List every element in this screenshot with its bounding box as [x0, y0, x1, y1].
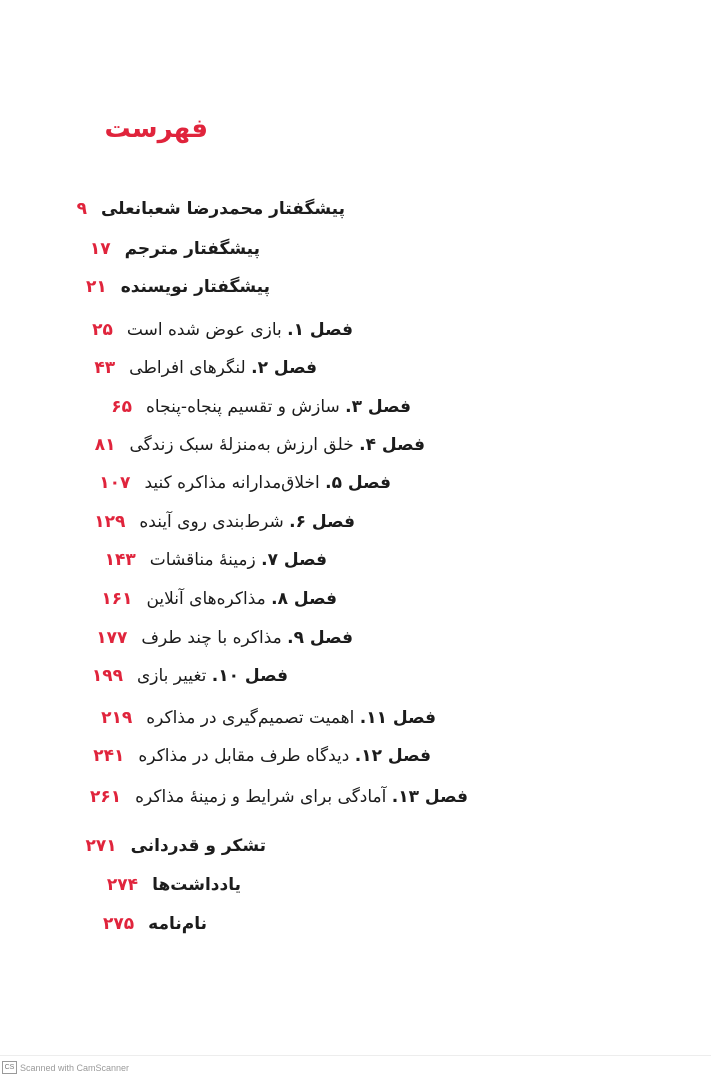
entry-title: پیشگفتار نویسنده	[120, 277, 270, 297]
toc-entry	[85, 834, 266, 858]
entry-title: یادداشت‌ها	[152, 875, 241, 895]
toc-entry	[77, 197, 345, 221]
entry-title: بازی عوض شده است	[126, 320, 282, 340]
entry-label: فصل ۶.	[289, 512, 355, 532]
entry-page-number: ۲۷۴	[106, 875, 139, 895]
entry-title: تغییر بازی	[136, 666, 207, 686]
entry-page-number: ۲۵	[92, 320, 113, 340]
toc-entry	[101, 587, 337, 611]
camscanner-logo-icon: CS	[2, 1061, 17, 1074]
entry-title: مذاکره با چند طرف	[141, 628, 282, 648]
entry-page-number: ۲۷۱	[85, 836, 117, 856]
entry-title: اخلاق‌مدارانه مذاکره کنید	[144, 473, 320, 493]
toc-entry	[95, 433, 425, 457]
entry-label: فصل ۱۰.	[211, 666, 288, 686]
entry-label: فصل ۱.	[287, 320, 353, 340]
toc-entry	[86, 275, 270, 299]
entry-page-number: ۸۱	[94, 435, 116, 455]
entry-title: دیدگاه طرف مقابل در مذاکره	[138, 746, 350, 766]
entry-page-number: ۹	[76, 199, 87, 219]
entry-title: سازش و تقسیم پنجاه-پنجاه	[146, 397, 340, 417]
entry-title: لنگرهای افراطی	[129, 358, 246, 378]
entry-page-number: ۲۱۹	[101, 708, 133, 728]
entry-page-number: ۱۲۹	[94, 512, 126, 532]
entry-page-number: ۴۳	[94, 358, 116, 378]
toc-entry	[101, 706, 436, 730]
toc-entry	[92, 664, 288, 688]
entry-title: پیشگفتار محمدرضا شعبانعلی	[100, 199, 345, 219]
entry-page-number: ۱۶۱	[101, 589, 133, 609]
toc-entry	[99, 471, 391, 495]
entry-title: اهمیت تصمیم‌گیری در مذاکره	[146, 708, 355, 728]
toc-entry	[105, 548, 327, 572]
entry-page-number: ۲۶۱	[89, 787, 122, 807]
entry-page-number: ۱۰۷	[99, 473, 131, 493]
toc-entry	[103, 912, 207, 936]
toc-entry	[96, 626, 353, 650]
scanner-watermark	[2, 1061, 129, 1074]
toc-entry	[94, 356, 317, 380]
entry-label: فصل ۳.	[345, 397, 411, 417]
entry-title: تشکر و قدردانی	[130, 836, 266, 856]
toc-entry	[94, 510, 355, 534]
entry-title: خلق ارزش به‌منزلهٔ سبک زندگی	[129, 435, 354, 455]
page-bottom-edge	[0, 1055, 711, 1056]
entry-label: فصل ۹.	[287, 628, 353, 648]
entry-page-number: ۲۱	[85, 277, 107, 297]
entry-label: فصل ۲.	[251, 358, 317, 378]
entry-title: نام‌نامه	[148, 914, 207, 934]
entry-title: مذاکره‌های آنلاین	[146, 589, 266, 609]
entry-page-number: ۶۵	[111, 397, 133, 417]
entry-page-number: ۱۹۹	[91, 666, 123, 686]
entry-label: فصل ۱۱.	[359, 708, 436, 728]
entry-title: زمینهٔ مناقشات	[149, 550, 256, 570]
entry-label: فصل ۱۳.	[391, 787, 468, 807]
entry-page-number: ۲۴۱	[93, 746, 125, 766]
entry-label: فصل ۷.	[261, 550, 327, 570]
entry-page-number: ۱۴۳	[104, 550, 136, 570]
scanner-watermark-text: Scanned with CamScanner	[20, 1062, 130, 1073]
toc-entry	[90, 785, 468, 809]
toc-entry	[93, 744, 431, 768]
entry-title: شرط‌بندی روی آینده	[139, 512, 284, 532]
entry-label: فصل ۴.	[359, 435, 425, 455]
entry-label: فصل ۸.	[271, 589, 337, 609]
entry-label: فصل ۵.	[325, 473, 391, 493]
entry-title: پیشگفتار مترجم	[124, 239, 260, 259]
entry-page-number: ۲۷۵	[103, 914, 135, 934]
entry-page-number: ۱۷۷	[96, 628, 128, 648]
entry-label: فصل ۱۲.	[354, 746, 431, 766]
toc-heading: فهرست	[104, 114, 208, 144]
entry-title: آمادگی برای شرایط و زمینهٔ مذاکره	[135, 787, 387, 807]
toc-entry	[111, 395, 411, 419]
toc-entry	[92, 318, 353, 342]
toc-entry	[90, 237, 260, 261]
toc-entry	[107, 873, 241, 897]
entry-page-number: ۱۷	[89, 239, 111, 259]
